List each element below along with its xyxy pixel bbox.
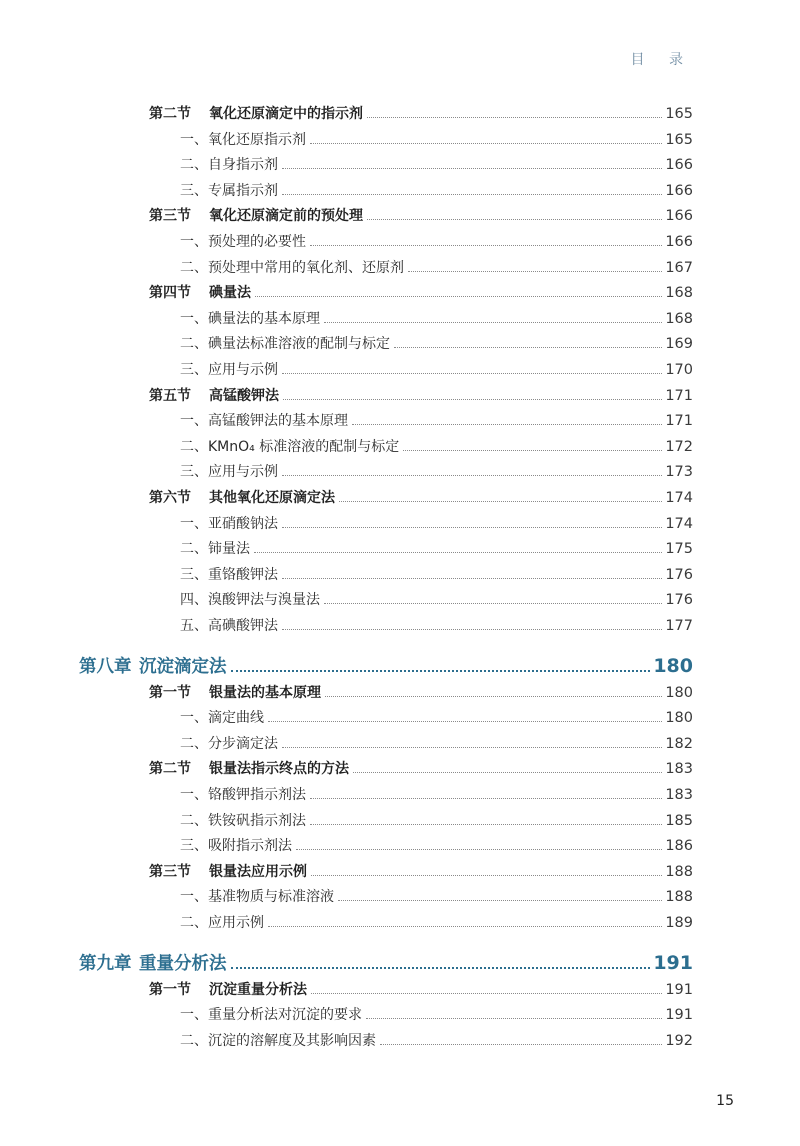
dot-leader	[394, 346, 662, 348]
toc-entry-page: 173	[665, 464, 693, 481]
toc-subsection[interactable]	[180, 438, 693, 456]
toc-section[interactable]	[149, 981, 693, 999]
toc-entry-number: 第一节	[149, 981, 191, 998]
toc-subsection[interactable]	[180, 617, 693, 635]
toc-entry-page: 192	[665, 1032, 693, 1049]
toc-entry-title: 二、自身指示剂	[180, 157, 278, 174]
dot-leader	[408, 270, 662, 272]
toc-subsection[interactable]	[180, 259, 693, 277]
toc-entry-page: 188	[665, 889, 693, 906]
toc-entry-number: 第二节	[149, 761, 191, 778]
dot-leader	[366, 1017, 662, 1019]
dot-leader	[254, 551, 662, 553]
toc-entry-page: 182	[665, 735, 693, 752]
dot-leader	[282, 746, 662, 748]
toc-entry-number: 第五节	[149, 387, 191, 404]
toc-section[interactable]	[149, 207, 693, 225]
toc-entry-title: 三、吸附指示剂法	[180, 838, 292, 855]
toc-entry-number: 第四节	[149, 285, 191, 302]
toc-entry-page: 177	[665, 618, 693, 634]
toc-entry-title: 氧化还原滴定中的指示剂	[209, 106, 363, 122]
dot-leader	[282, 193, 662, 195]
toc-entry-page: 167	[665, 259, 693, 276]
toc-entry-page: 174	[665, 490, 693, 506]
toc-entry-page: 171	[665, 413, 693, 430]
toc-subsection[interactable]	[180, 361, 693, 379]
toc-entry-title: 一、预处理的必要性	[180, 234, 306, 250]
dot-leader	[268, 925, 662, 927]
dot-leader	[311, 874, 662, 876]
toc-entry-number: 第六节	[149, 490, 191, 506]
toc-subsection[interactable]	[180, 837, 693, 855]
toc-entry-title: 二、铈量法	[180, 541, 250, 558]
toc-section[interactable]	[149, 760, 693, 778]
dot-leader	[282, 474, 662, 476]
toc-entry-page: 166	[665, 182, 693, 199]
toc-entry-page: 183	[665, 787, 693, 803]
toc-entry-page: 191	[665, 1007, 693, 1024]
toc-entry-title: 一、高锰酸钾法的基本原理	[180, 413, 348, 430]
toc-entry-title: 三、重铬酸钾法	[180, 566, 278, 583]
toc-entry-page: 180	[653, 654, 693, 677]
toc-entry-number: 第八章	[79, 656, 132, 677]
dot-leader	[282, 167, 662, 169]
toc-subsection[interactable]	[180, 566, 693, 584]
toc-chapter[interactable]	[79, 952, 693, 975]
toc-entry-page: 168	[665, 285, 693, 302]
toc-entry-page: 172	[665, 438, 693, 455]
toc-subsection[interactable]	[180, 812, 693, 830]
toc-entry-number: 第二节	[149, 106, 191, 122]
toc-subsection[interactable]	[180, 709, 693, 727]
dot-leader	[282, 526, 662, 528]
toc-subsection[interactable]	[180, 463, 693, 481]
toc-entry-page: 185	[665, 812, 693, 829]
toc-entry-title: 重量分析法	[139, 953, 227, 974]
dot-leader	[268, 720, 662, 722]
toc-entry-page: 166	[665, 157, 693, 174]
toc-entry-page: 180	[665, 710, 693, 727]
toc-subsection[interactable]	[180, 310, 693, 328]
dot-leader	[311, 992, 662, 994]
toc-entry-page: 165	[665, 106, 693, 122]
toc-entry-number: 第三节	[149, 863, 191, 880]
toc-subsection[interactable]	[180, 233, 693, 251]
toc-entry-number: 第一节	[149, 684, 191, 701]
toc-section[interactable]	[149, 284, 693, 302]
toc-entry-title: 二、碘量法标准溶液的配制与标定	[180, 336, 390, 353]
toc-entry-title: 二、预处理中常用的氧化剂、还原剂	[180, 259, 404, 276]
dot-leader	[310, 244, 662, 246]
toc-subsection[interactable]	[180, 735, 693, 753]
toc-entry-page: 191	[653, 951, 693, 974]
toc-entry-page: 191	[665, 981, 693, 998]
toc-subsection[interactable]	[180, 1032, 693, 1050]
toc-chapter[interactable]	[79, 655, 693, 678]
toc-entry-title: 一、滴定曲线	[180, 710, 264, 727]
toc-entry-title: 银量法的基本原理	[209, 684, 321, 701]
toc-entry-title: 其他氧化还原滴定法	[209, 490, 335, 506]
dot-leader	[283, 398, 662, 400]
toc-subsection[interactable]	[180, 1006, 693, 1024]
toc-entry-page: 183	[665, 761, 693, 778]
dot-leader	[325, 695, 662, 697]
dot-leader	[282, 372, 662, 374]
dot-leader	[310, 823, 662, 825]
toc-entry-title: 二、KMnO₄ 标准溶液的配制与标定	[180, 438, 400, 455]
toc-entry-title: 一、氧化还原指示剂	[180, 131, 306, 148]
toc-section[interactable]	[149, 489, 693, 507]
toc-entry-title: 三、应用与示例	[180, 464, 278, 481]
toc-entry-number: 第三节	[149, 208, 191, 225]
toc-entry-title: 银量法指示终点的方法	[209, 761, 349, 778]
toc-entry-title: 碘量法	[209, 285, 251, 302]
toc-entry-page: 166	[665, 208, 693, 225]
dot-leader	[324, 602, 662, 604]
toc-entry-title: 四、溴酸钾法与溴量法	[180, 592, 320, 609]
toc-subsection[interactable]	[180, 914, 693, 932]
toc-entry-page: 180	[665, 684, 693, 701]
toc-subsection[interactable]	[180, 335, 693, 353]
toc-entry-title: 五、高碘酸钾法	[180, 618, 278, 634]
toc-entry-page: 176	[665, 592, 693, 609]
toc-entry-title: 沉淀滴定法	[139, 656, 227, 677]
toc-entry-title: 三、专属指示剂	[180, 182, 278, 199]
dot-leader	[324, 321, 662, 323]
dot-leader	[338, 899, 662, 901]
toc-entry-page: 174	[665, 515, 693, 532]
toc-entry-page: 169	[665, 336, 693, 353]
toc-subsection[interactable]	[180, 131, 693, 149]
dot-leader	[310, 142, 662, 144]
toc-subsection[interactable]	[180, 412, 693, 430]
toc-subsection[interactable]	[180, 515, 693, 533]
dot-leader	[231, 966, 651, 969]
dot-leader	[282, 628, 662, 630]
toc-entry-page: 186	[665, 838, 693, 855]
toc-entry-title: 二、铁铵矾指示剂法	[180, 812, 306, 829]
toc-entry-page: 188	[665, 863, 693, 880]
running-header: 目 录	[630, 52, 693, 68]
dot-leader	[310, 797, 662, 799]
toc-entry-title: 二、应用示例	[180, 915, 264, 931]
toc-entry-title: 氧化还原滴定前的预处理	[209, 208, 363, 225]
dot-leader	[339, 500, 662, 502]
dot-leader	[367, 218, 662, 220]
toc-entry-page: 175	[665, 541, 693, 558]
toc-section[interactable]	[149, 684, 693, 702]
toc-entry-title: 银量法应用示例	[209, 863, 307, 880]
toc-entry-title: 三、应用与示例	[180, 362, 278, 378]
toc-section[interactable]	[149, 387, 693, 405]
toc-entry-title: 二、沉淀的溶解度及其影响因素	[180, 1032, 376, 1049]
toc-subsection[interactable]	[180, 182, 693, 200]
toc-entry-page: 170	[665, 362, 693, 378]
dot-leader	[282, 577, 662, 579]
toc-entry-page: 171	[665, 387, 693, 404]
toc-entry-page: 166	[665, 234, 693, 250]
toc-entry-page: 176	[665, 566, 693, 583]
toc-entry-title: 一、基准物质与标准溶液	[180, 889, 334, 906]
dot-leader	[403, 449, 662, 451]
toc-entry-title: 一、碘量法的基本原理	[180, 310, 320, 327]
toc-section[interactable]	[149, 105, 693, 123]
toc-section[interactable]	[149, 863, 693, 881]
toc-entry-page: 189	[665, 915, 693, 931]
toc-entry-page: 168	[665, 310, 693, 327]
toc-subsection[interactable]	[180, 156, 693, 174]
dot-leader	[353, 771, 662, 773]
dot-leader	[296, 848, 662, 850]
toc-entry-title: 一、铬酸钾指示剂法	[180, 787, 306, 803]
toc-entry-title: 一、重量分析法对沉淀的要求	[180, 1007, 362, 1024]
dot-leader	[255, 295, 662, 297]
page-number: 15	[716, 1093, 734, 1109]
toc-entry-page: 165	[665, 131, 693, 148]
toc-subsection[interactable]	[180, 540, 693, 558]
toc-entry-title: 二、分步滴定法	[180, 735, 278, 752]
toc-entry-title: 高锰酸钾法	[209, 387, 279, 404]
toc-entry-number: 第九章	[79, 953, 132, 974]
dot-leader	[380, 1043, 662, 1045]
dot-leader	[231, 669, 651, 672]
toc-subsection[interactable]	[180, 888, 693, 906]
dot-leader	[352, 423, 662, 425]
toc-entry-title: 沉淀重量分析法	[209, 981, 307, 998]
dot-leader	[367, 116, 662, 118]
toc-subsection[interactable]	[180, 591, 693, 609]
toc-subsection[interactable]	[180, 786, 693, 804]
toc-entry-title: 一、亚硝酸钠法	[180, 515, 278, 532]
